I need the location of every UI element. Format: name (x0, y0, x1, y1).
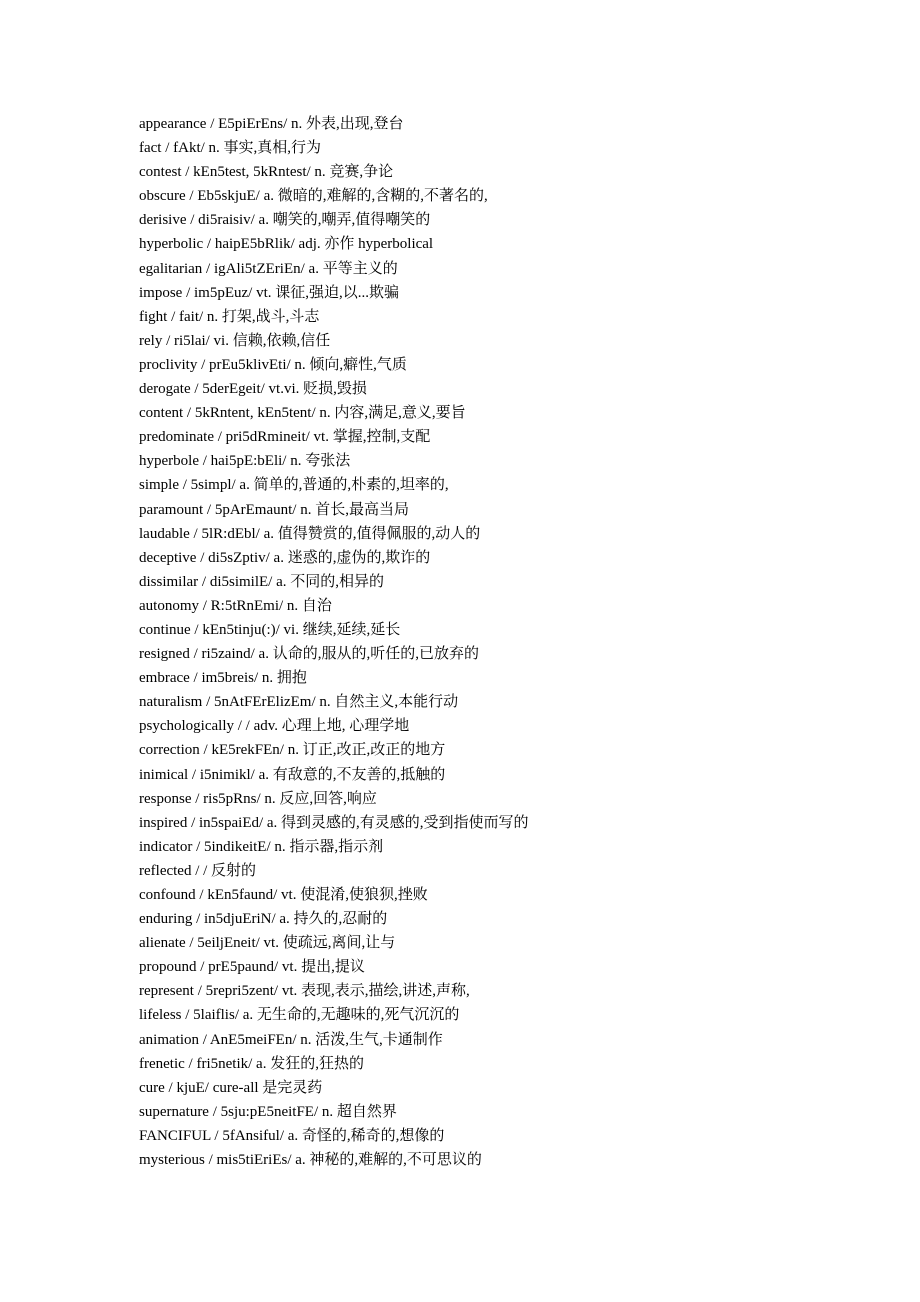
vocabulary-entry: inspired / in5spaiEd/ a. 得到灵感的,有灵感的,受到指使而写的 (139, 814, 529, 831)
vocabulary-entry: alienate / 5eiljEneit/ vt. 使疏远,离间,让与 (139, 935, 396, 952)
vocabulary-entry: rely / ri5lai/ vi. 信赖,依赖,信任 (139, 332, 331, 349)
vocabulary-entry: response / ris5pRns/ n. 反应,回答,响应 (139, 790, 377, 807)
vocabulary-entry: propound / prE5paund/ vt. 提出,提议 (139, 959, 365, 976)
vocabulary-entry: derogate / 5derEgeit/ vt.vi. 贬损,毁损 (139, 381, 367, 398)
vocabulary-entry: appearance / E5piErEns/ n. 外表,出现,登台 (139, 116, 404, 132)
vocabulary-entry: derisive / di5raisiv/ a. 嘲笑的,嘲弄,值得嘲笑的 (139, 212, 431, 229)
vocabulary-entry: hyperbole / hai5pE:bEli/ n. 夸张法 (139, 453, 351, 470)
vocabulary-entry: contest / kEn5test, 5kRntest/ n. 竞赛,争论 (139, 164, 394, 181)
vocabulary-entry: laudable / 5lR:dEbl/ a. 值得赞赏的,值得佩服的,动人的 (139, 525, 481, 542)
vocabulary-entry: naturalism / 5nAtFErElizEm/ n. 自然主义,本能行动 (139, 694, 459, 711)
vocabulary-entry: correction / kE5rekFEn/ n. 订正,改正,改正的地方 (139, 742, 446, 759)
vocabulary-entry: enduring / in5djuEriN/ a. 持久的,忍耐的 (139, 911, 388, 928)
vocabulary-entry: paramount / 5pArEmaunt/ n. 首长,最高当局 (139, 501, 409, 518)
vocabulary-entry: cure / kjuE/ cure-all 是完灵药 (139, 1079, 323, 1096)
vocabulary-entry: resigned / ri5zaind/ a. 认命的,服从的,听任的,已放弃的 (139, 646, 479, 663)
vocabulary-entry: autonomy / R:5tRnEmi/ n. 自治 (139, 597, 332, 614)
vocabulary-entry: simple / 5simpl/ a. 简单的,普通的,朴素的,坦率的, (139, 477, 449, 494)
vocabulary-entry: egalitarian / igAli5tZEriEn/ a. 平等主义的 (139, 260, 398, 277)
vocabulary-entry: frenetic / fri5netik/ a. 发狂的,狂热的 (139, 1055, 364, 1072)
vocabulary-entry: animation / AnE5meiFEn/ n. 活泼,生气,卡通制作 (139, 1031, 443, 1048)
vocabulary-entry: psychologically / / adv. 心理上地, 心理学地 (139, 718, 410, 735)
vocabulary-entry: lifeless / 5laiflis/ a. 无生命的,无趣味的,死气沉沉的 (139, 1007, 460, 1024)
vocabulary-entry: proclivity / prEu5klivEti/ n. 倾向,癖性,气质 (139, 356, 407, 373)
vocabulary-entry: supernature / 5sju:pE5neitFE/ n. 超自然界 (139, 1103, 397, 1120)
vocabulary-entry: reflected / / 反射的 (139, 862, 257, 879)
vocabulary-entry: deceptive / di5sZptiv/ a. 迷惑的,虚伪的,欺诈的 (139, 549, 431, 566)
vocabulary-entry: continue / kEn5tinju(:)/ vi. 继续,延续,延长 (139, 621, 401, 638)
vocabulary-entry: FANCIFUL / 5fAnsiful/ a. 奇怪的,稀奇的,想像的 (139, 1127, 445, 1144)
vocabulary-entry: confound / kEn5faund/ vt. 使混淆,使狼狈,挫败 (139, 887, 428, 903)
vocabulary-entry: obscure / Eb5skjuE/ a. 微暗的,难解的,含糊的,不著名的, (139, 188, 488, 205)
vocabulary-entry: fact / fAkt/ n. 事实,真相,行为 (139, 140, 322, 157)
vocabulary-entry: fight / fait/ n. 打架,战斗,斗志 (139, 308, 320, 325)
vocabulary-entry: represent / 5repri5zent/ vt. 表现,表示,描绘,讲述,声称, (139, 983, 470, 1000)
vocabulary-entry: content / 5kRntent, kEn5tent/ n. 内容,满足,意义,要旨 (139, 405, 466, 422)
vocabulary-entry: indicator / 5indikeitE/ n. 指示器,指示剂 (139, 838, 384, 855)
vocabulary-entry: embrace / im5breis/ n. 拥抱 (139, 670, 307, 687)
vocabulary-entry: mysterious / mis5tiEriEs/ a. 神秘的,难解的,不可思议的 (139, 1152, 482, 1169)
vocabulary-entry: impose / im5pEuz/ vt. 课征,强迫,以...欺骗 (139, 284, 399, 301)
vocabulary-list (139, 112, 859, 1172)
vocabulary-entry: dissimilar / di5similE/ a. 不同的,相异的 (139, 573, 384, 590)
vocabulary-entry: predominate / pri5dRmineit/ vt. 掌握,控制,支配 (139, 429, 431, 446)
vocabulary-entry: inimical / i5nimikl/ a. 有敌意的,不友善的,抵触的 (139, 766, 446, 783)
vocabulary-entry: hyperbolic / haipE5bRlik/ adj. 亦作 hyperbolical (139, 236, 434, 253)
